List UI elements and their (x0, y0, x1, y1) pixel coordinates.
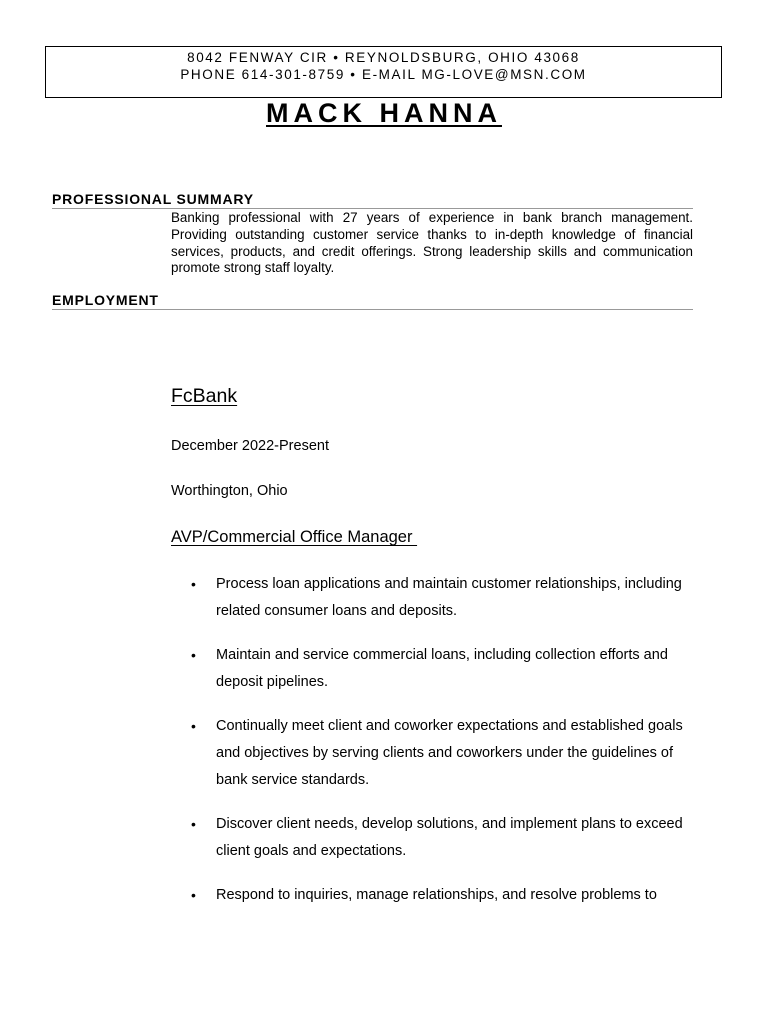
company-name: FcBank (171, 385, 238, 407)
list-item-text: Continually meet client and coworker expectations and established goals and objectives by serving clients and coworkers under the guidelines of bank service standards. (216, 718, 683, 788)
list-item (171, 713, 691, 794)
employment-heading: EMPLOYMENT (52, 291, 693, 310)
professional-summary-heading: PROFESSIONAL SUMMARY (52, 190, 693, 209)
list-item-text: Maintain and service commercial loans, including collection efforts and deposit pipelines. (216, 647, 668, 690)
contact-box (45, 46, 722, 98)
employment-dates: December 2022-Present (171, 438, 329, 454)
bullet-icon: • (191, 718, 196, 734)
name-header (0, 98, 768, 129)
bullet-icon: • (191, 887, 196, 903)
full-name: MACK HANNA (266, 98, 502, 128)
bullet-icon: • (191, 576, 196, 592)
employment-location: Worthington, Ohio (171, 483, 288, 499)
list-item (171, 811, 691, 865)
list-item-text: Respond to inquiries, manage relationships, and resolve problems to (216, 887, 657, 903)
list-item-text: Process loan applications and maintain customer relationships, including related consumer loans and deposits. (216, 576, 682, 619)
responsibilities-list (171, 571, 691, 926)
list-item-text: Discover client needs, develop solutions, and implement plans to exceed client goals and expectations. (216, 816, 683, 859)
list-item (171, 642, 691, 696)
professional-summary-text: Banking professional with 27 years of experience in bank branch management. Providing outstanding customer service thanks to in-depth knowledge of financial services, products, and credit offerings. Strong leadership skills and communication promote strong staff loyalty. (171, 210, 693, 276)
bullet-icon: • (191, 816, 196, 832)
contact-phone-email: PHONE 614-301-8759 • E-MAIL MG-LOVE@MSN.COM (180, 67, 587, 82)
list-item (171, 571, 691, 625)
job-title: AVP/Commercial Office Manager (171, 528, 418, 546)
contact-address: 8042 FENWAY CIR • REYNOLDSBURG, OHIO 43068 (187, 50, 580, 65)
bullet-icon: • (191, 647, 196, 663)
list-item (171, 882, 691, 909)
